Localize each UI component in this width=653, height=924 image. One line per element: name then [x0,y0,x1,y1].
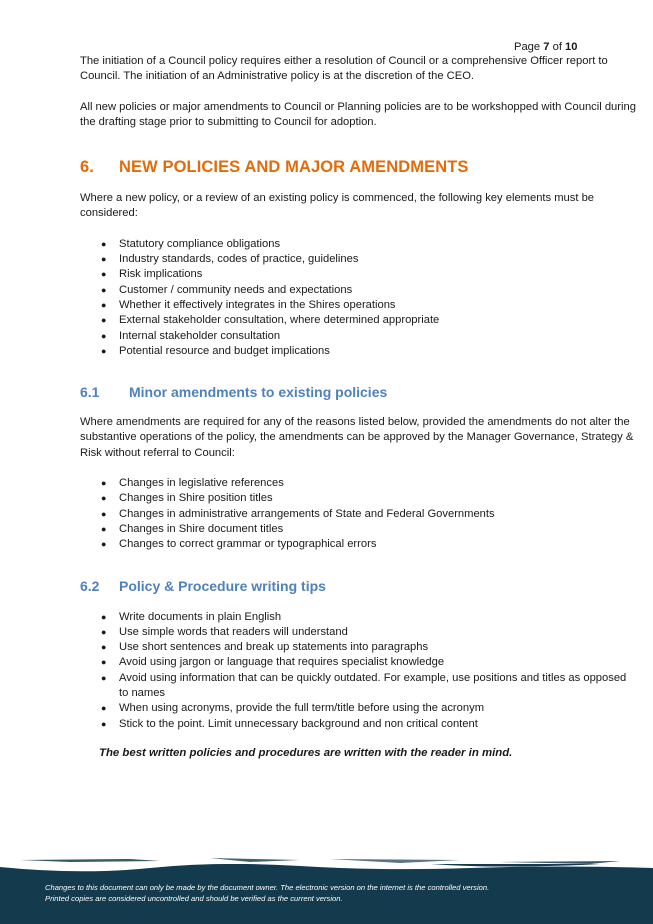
list-item: ● Changes to correct grammar or typographical errors [80,537,638,552]
list-item: ● Internal stakeholder consultation [80,329,638,344]
bullet-icon: ● [101,703,107,714]
bullet-icon: ● [101,718,107,729]
page-number [514,40,578,55]
bullet-icon: ● [101,238,107,249]
list-item: ● Risk implications [80,267,638,282]
list-item: ● Changes in Shire position titles [80,491,638,506]
page-word: Page [514,41,541,53]
bullet-icon: ● [101,642,107,653]
bullet-icon: ● [101,269,107,280]
list-item: ● External stakeholder consultation, where determined appropriate [80,313,638,328]
bullet-icon: ● [101,478,107,489]
section-6-1-intro: Where amendments are required for any of the reasons listed below, provided the amendments do not alter the substantive operations of the policy, the amendments can be approved by the Manager Governance, Strategy & Risk without referral to Council: [80,416,634,459]
footer-line-1: Changes to this document can only be made by the document owner. The electronic version on the internet is the controlled version. [45,883,490,892]
section-6-2-list [80,610,638,732]
bullet-icon: ● [101,345,107,356]
list-item: ● Statutory compliance obligations [80,237,638,252]
section-6-1-list [80,476,638,552]
bullet-icon: ● [101,284,107,295]
bullet-icon: ● [101,672,107,683]
section-6-2-heading [80,577,638,595]
list-item: ● When using acronyms, provide the full term/title before using the acronym [80,701,638,716]
bullet-icon: ● [101,523,107,534]
footer-line-2: Printed copies are considered uncontrolled and should be verified as the current version. [45,894,343,903]
list-item: ● Avoid using jargon or language that requires specialist knowledge [80,655,638,670]
bullet-icon: ● [101,539,107,550]
bullet-icon: ● [101,626,107,637]
bullet-icon: ● [101,299,107,310]
section-6-2-title: Policy & Procedure writing tips [119,577,326,594]
section-6-2-number: 6.2 [80,577,100,594]
section-6-1-number: 6.1 [80,384,100,401]
section-6-1-heading [80,383,638,401]
list-item: ● Stick to the point. Limit unnecessary background and non critical content [80,717,638,732]
page-current: 7 [543,41,550,53]
section-6-list [80,237,638,359]
list-item: ● Use short sentences and break up statements into paragraphs [80,640,638,655]
page-total: 10 [565,41,578,53]
bullet-icon: ● [101,330,107,341]
document-body [80,54,638,761]
footer-text [45,882,489,904]
list-item: ● Whether it effectively integrates in the Shires operations [80,298,638,313]
list-item: ● Industry standards, codes of practice, guidelines [80,252,638,267]
page-of: of [552,41,562,53]
section-6-1-title: Minor amendments to existing policies [129,384,388,401]
bullet-icon: ● [101,493,107,504]
section-6-intro: Where a new policy, or a review of an existing policy is commenced, the following key elements must be considered: [80,192,595,220]
bullet-icon: ● [101,508,107,519]
section-6-number: 6. [80,158,94,177]
bullet-icon: ● [101,611,107,622]
list-item: ● Write documents in plain English [80,610,638,625]
intro-paragraph-1: The initiation of a Council policy requires either a resolution of Council or a comprehensive Officer report to Council. The initiation of an Administrative policy is at the discretion of the CEO. [80,55,608,83]
list-item: ● Use simple words that readers will understand [80,625,638,640]
list-item: ● Changes in Shire document titles [80,522,638,537]
intro-paragraph-2: All new policies or major amendments to Council or Planning policies are to be workshopped with Council during the drafting stage prior to submitting to Council for adoption. [80,100,636,128]
bullet-icon: ● [101,254,107,265]
list-item: ● Customer / community needs and expectations [80,283,638,298]
closing-statement: The best written policies and procedures are written with the reader in mind. [99,746,513,759]
list-item: ● Changes in administrative arrangements of State and Federal Governments [80,507,638,522]
list-item: ● Potential resource and budget implications [80,344,638,359]
section-6-heading [80,157,638,177]
bullet-icon: ● [101,657,107,668]
list-item: ● Changes in legislative references [80,476,638,491]
bullet-icon: ● [101,315,107,326]
list-item: ● Avoid using information that can be quickly outdated. For example, use positions and titles as opposed to names [101,671,627,700]
section-6-title: NEW POLICIES AND MAJOR AMENDMENTS [119,158,469,177]
